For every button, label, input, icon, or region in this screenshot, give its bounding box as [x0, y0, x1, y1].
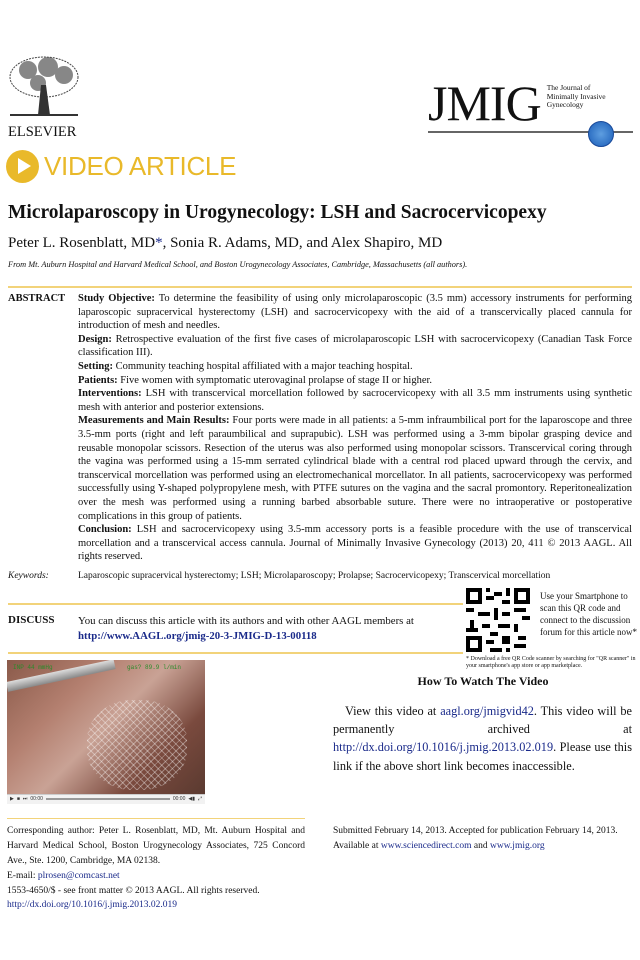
video-osd: INP 44 mmHg: [13, 663, 53, 671]
current-time: 00:00: [30, 796, 43, 803]
submission-info: Submitted February 14, 2013. Accepted for publication February 14, 2013. Available at www.sciencedirect.com and www.jmig.org: [333, 825, 618, 852]
qr-footnote: * Download a free QR Code scanner by searching for "QR scanner" in your smartphone's app store or app marketplace.: [466, 655, 636, 669]
journal-abbr: JMIG: [428, 75, 541, 131]
seek-bar[interactable]: [46, 798, 170, 800]
publisher-name: ELSEVIER: [8, 124, 77, 140]
abstract-section: Conclusion: LSH and sacrocervicopexy using 3.5-mm accessory ports is a feasible procedure with the use of transcervical morcellation and a transcervical access cannula. Journal of Minimally Invasive Gynecology (2013) 20, 411 © 2013 AAGL. All rights reserved.: [78, 524, 632, 563]
how-to-watch-text: View this video at aagl.org/jmigvid42. This video will be permanently archived at http://dx.doi.org/10.1016/j.jmig.2013.02.019. Please use this link if the above short link becomes inaccessible.: [333, 703, 632, 773]
jmig-link[interactable]: www.jmig.org: [489, 841, 545, 852]
divider: [8, 652, 463, 654]
play-icon[interactable]: ▶: [10, 796, 14, 803]
corresponding-author: Corresponding author: Peter L. Rosenblatt, MD, Mt. Auburn Hospital and Harvard Medical School, Boston Urogynecology Associates, 725 Concord Ave., Ste. 1200, Cambridge, MA 02138. E-mail: plrosen@comcast.net: [7, 825, 305, 882]
abstract-body: [78, 292, 632, 564]
doi-video-link[interactable]: http://dx.doi.org/10.1016/j.jmig.2013.02.019: [333, 740, 554, 755]
elsevier-logo: [8, 55, 84, 141]
video-osd: gas? 89.9 l/min: [127, 663, 182, 671]
abstract: [0, 292, 640, 564]
abstract-section: Design: Retrospective evaluation of the first five cases of microlaparoscopic LSH with sacrocervicopexy (Canadian Task Force classification III).: [78, 333, 632, 359]
author-list: Peter L. Rosenblatt, MD*, Sonia R. Adams, MD, and Alex Shapiro, MD: [8, 235, 443, 251]
short-video-link[interactable]: aagl.org/jmigvid42: [440, 703, 534, 718]
qr-code-icon: [466, 588, 530, 652]
article-title: Microlaparoscopy in Urogynecology: LSH and Sacrocervicopexy: [8, 202, 547, 223]
qr-code[interactable]: [466, 588, 530, 652]
elsevier-tree-icon: [8, 55, 80, 117]
corresponding-author-link[interactable]: *: [155, 235, 163, 251]
qr-instructions: Use your Smartphone to scan this QR code and connect to the discussion forum for this article now*: [540, 590, 637, 637]
discuss-label: DISCUSS: [8, 613, 55, 626]
abstract-section: Patients: Five women with symptomatic uterovaginal prolapse of stage II or higher.: [78, 374, 433, 386]
doi-link[interactable]: http://dx.doi.org/10.1016/j.jmig.2013.02.019: [7, 899, 178, 910]
fullscreen-icon[interactable]: ⤢: [197, 796, 202, 803]
article-body: [0, 292, 640, 958]
video-controls: [7, 794, 205, 804]
abstract-section: Interventions: LSH with transcervical morcellation followed by sacrocervicopexy with all 3.5 mm instruments using synthetic mesh with anterior and posterior extensions.: [78, 388, 632, 413]
play-circle-icon: [6, 150, 39, 183]
banner-label: VIDEO ARTICLE: [44, 151, 237, 181]
aagl-seal-icon: [588, 121, 614, 147]
keywords-label: Keywords:: [8, 570, 49, 581]
divider: [8, 286, 632, 288]
journal-logo: [428, 75, 633, 131]
video-player[interactable]: [7, 660, 205, 794]
abstract-section: Measurements and Main Results: Four ports were made in all patients: a 5-mm infraumbilical port for the laparoscope and three 3.5-mm ports (right and left paraumbilical and suprapubic). LSH was performed using a 3-mm bipolar grasping device and reusable monopolar scissors. Resection of the uterus was also performed using monopolar scissors. Transcervical coring through the vagina was performed using a 15-mm serrated cylindrical blade with a central rod placed upward through the cervix, and transcervical morcellation was performed using an electromechanical morcellator. In all patients, sacrocervicopexy was performed successfully using Y-shaped polypropylene mesh, with PTFE sutures on the vagina and the sacral promontory. Reperitonealization over the mesh was performed using a running barbed absorbable suture. There were no intraoperative or postoperative complications in this group of patients.: [78, 415, 632, 522]
discuss-link[interactable]: http://www.AAGL.org/jmig-20-3-JMIG-D-13-00118: [78, 629, 317, 642]
divider: [8, 603, 463, 605]
discuss-text: You can discuss this article with its authors and with other AAGL members at http://www.AAGL.org/jmig-20-3-JMIG-D-13-00118: [78, 614, 414, 642]
sciencedirect-link[interactable]: www.sciencedirect.com: [380, 841, 472, 852]
abstract-section: Setting: Community teaching hospital affiliated with a major teaching hospital.: [78, 360, 413, 372]
stop-icon[interactable]: ■: [16, 796, 20, 803]
keywords-text: Laparoscopic supracervical hysterectomy; LSH; Microlaparoscopy; Prolapse; Sacrocervicopexy; Transcervical morcellation: [78, 570, 551, 581]
abstract-label: ABSTRACT: [8, 293, 66, 304]
video-frame-mesh: [87, 700, 187, 790]
video-article-banner: [6, 150, 236, 183]
lower-section: [0, 586, 640, 958]
keywords: [0, 570, 640, 582]
abstract-section: Study Objective: To determine the feasibility of using only microlaparoscopic (3.5 mm) accessory instruments for performing laparoscopic supracervical hysterectomy (LSH) and sacrocervicopexy with the aid of a transcervically placed cannula for introduction of mesh and needles.: [78, 293, 632, 332]
skip-icon[interactable]: ⏭: [22, 796, 28, 803]
issn-line: 1553-4650/$ - see front matter © 2013 AAGL. All rights reserved.: [7, 885, 260, 896]
email-link[interactable]: plrosen@comcast.net: [37, 871, 120, 882]
volume-icon[interactable]: ◀▮: [188, 796, 195, 803]
affiliation: From Mt. Auburn Hospital and Harvard Medical School, and Boston Urogynecology Associates, Cambridge, Massachusetts (all authors).: [8, 260, 468, 269]
journal-name: The Journal of Minimally Invasive Gynecology: [546, 83, 606, 109]
divider: [7, 818, 305, 819]
duration: 00:00: [172, 796, 186, 803]
how-to-watch-title: How To Watch The Video: [417, 673, 549, 688]
